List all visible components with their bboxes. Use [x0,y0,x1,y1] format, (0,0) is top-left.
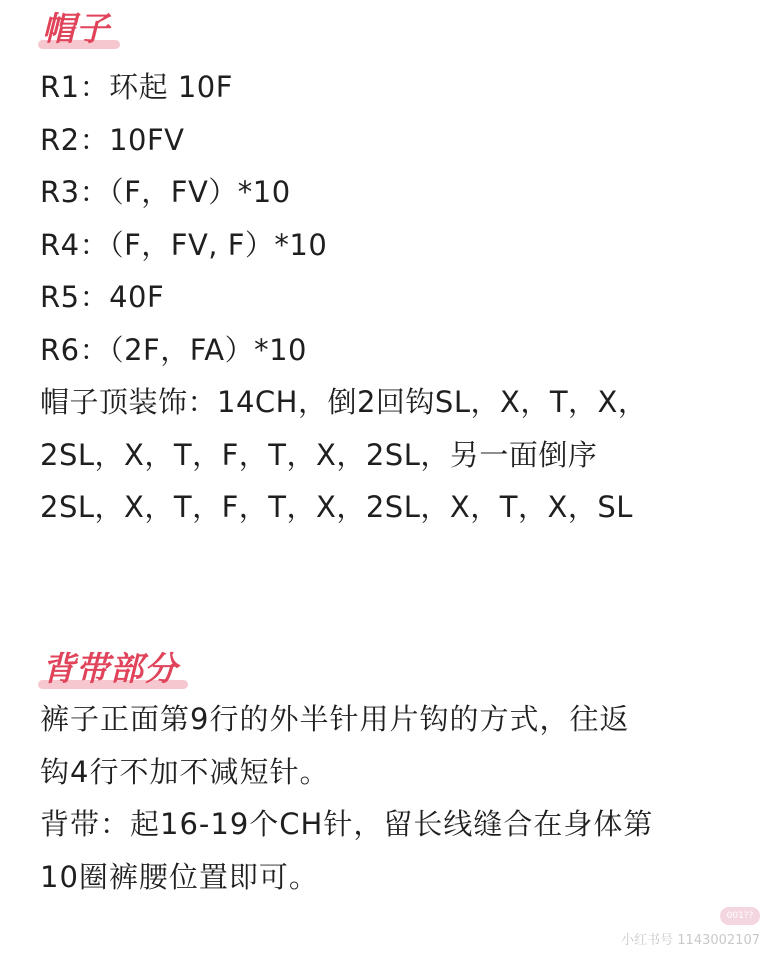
hat-line-r3: R3：（F，FV）*10 [40,175,291,209]
hat-instructions [40,61,756,534]
hat-line-r1: R1：环起 10F [40,70,233,104]
hat-section [40,9,756,534]
hat-heading: 帽子 [40,12,114,49]
hat-line-r4: R4：（F，FV, F）*10 [40,227,328,262]
hat-line-r2: R2：10FV [40,122,185,157]
strap-instructions [40,693,756,903]
strap-section [40,649,756,903]
hat-top-decoration-line-2: 2SL，X，T，F，T，X，2SL，另一面倒序 [40,437,598,472]
hat-top-decoration-line-1: 帽子顶装饰：14CH，倒2回钩SL，X，T，X， [40,385,648,419]
watermark-text: 小红书号 1143002107 [621,933,760,948]
hat-line-r5: R5：40F [40,280,165,314]
watermark [621,907,760,948]
strap-line-4: 10圈裤腰位置即可。 [40,859,319,894]
hat-line-r6: R6：（2F，FA）*10 [40,332,307,367]
strap-line-3: 背带：起16-19个CH针，留长线缝合在身体第 [40,807,654,841]
strap-line-2: 钩4行不加不减短针。 [40,754,330,789]
strap-line-1: 裤子正面第9行的外半针用片钩的方式，往返 [40,702,630,736]
strap-heading: 背带部分 [40,652,182,689]
watermark-logo-badge: 001?? [720,907,760,925]
hat-top-decoration-line-3: 2SL，X，T，F，T，X，2SL，X，T，X，SL [40,490,633,524]
